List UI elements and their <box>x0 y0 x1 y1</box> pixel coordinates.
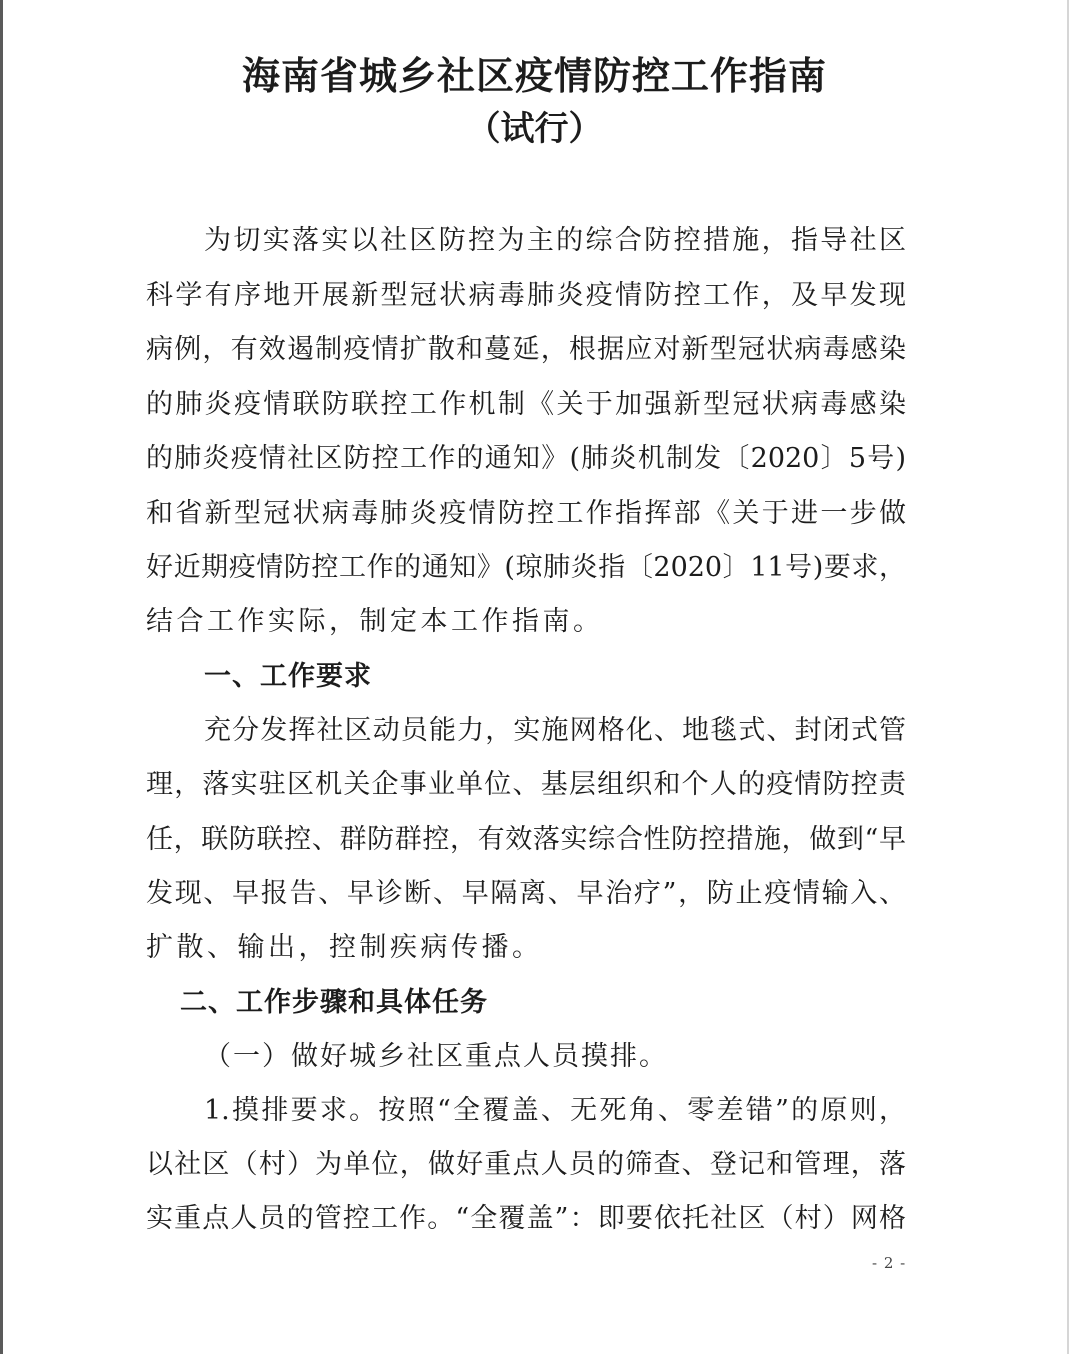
intro-line: 结合工作实际，制定本工作指南。 <box>146 606 604 637</box>
intro-line: 病例，有效遏制疫情扩散和蔓延，根据应对新型冠状病毒感染 <box>146 334 906 365</box>
document-subtitle: （试行） <box>466 109 603 149</box>
sub-heading-screening: （一）做好城乡社区重点人员摸排。 <box>204 1041 668 1072</box>
section1-line: 任，联防联控、群防群控，有效落实综合性防控措施，做到“早 <box>146 824 906 855</box>
page-number: - 2 - <box>872 1254 907 1272</box>
section-heading-steps: 二、工作步骤和具体任务 <box>180 987 488 1018</box>
document-title: 海南省城乡社区疫情防控工作指南 <box>241 53 827 98</box>
intro-line: 的肺炎疫情联防联控工作机制《关于加强新型冠状病毒感染 <box>146 389 906 420</box>
section1-line: 扩散、输出，控制疾病传播。 <box>146 932 543 963</box>
intro-line: 为切实落实以社区防控为主的综合防控措施，指导社区 <box>204 225 906 256</box>
intro-line: 好近期疫情防控工作的通知》(琼肺炎指〔2020〕11号)要求， <box>146 552 906 583</box>
section2-line: 1.摸排要求。按照“全覆盖、无死角、零差错”的原则， <box>204 1095 906 1126</box>
intro-line: 和省新型冠状病毒肺炎疫情防控工作指挥部《关于进一步做 <box>146 498 906 529</box>
section2-line: 实重点人员的管控工作。“全覆盖”：即要依托社区（村）网格 <box>146 1203 906 1234</box>
section2-line: 以社区（村）为单位，做好重点人员的筛查、登记和管理，落 <box>146 1149 906 1180</box>
intro-line: 科学有序地开展新型冠状病毒肺炎疫情防控工作，及早发现 <box>146 280 906 311</box>
intro-line: 的肺炎疫情社区防控工作的通知》(肺炎机制发〔2020〕5号) <box>146 443 906 474</box>
scan-edge-left <box>0 0 3 1354</box>
section1-line: 充分发挥社区动员能力，实施网格化、地毯式、封闭式管 <box>204 715 906 746</box>
section1-line: 理，落实驻区机关企事业单位、基层组织和个人的疫情防控责 <box>146 769 906 800</box>
section-heading-requirements: 一、工作要求 <box>204 661 372 692</box>
section1-line: 发现、早报告、早诊断、早隔离、早治疗”，防止疫情输入、 <box>146 878 906 909</box>
